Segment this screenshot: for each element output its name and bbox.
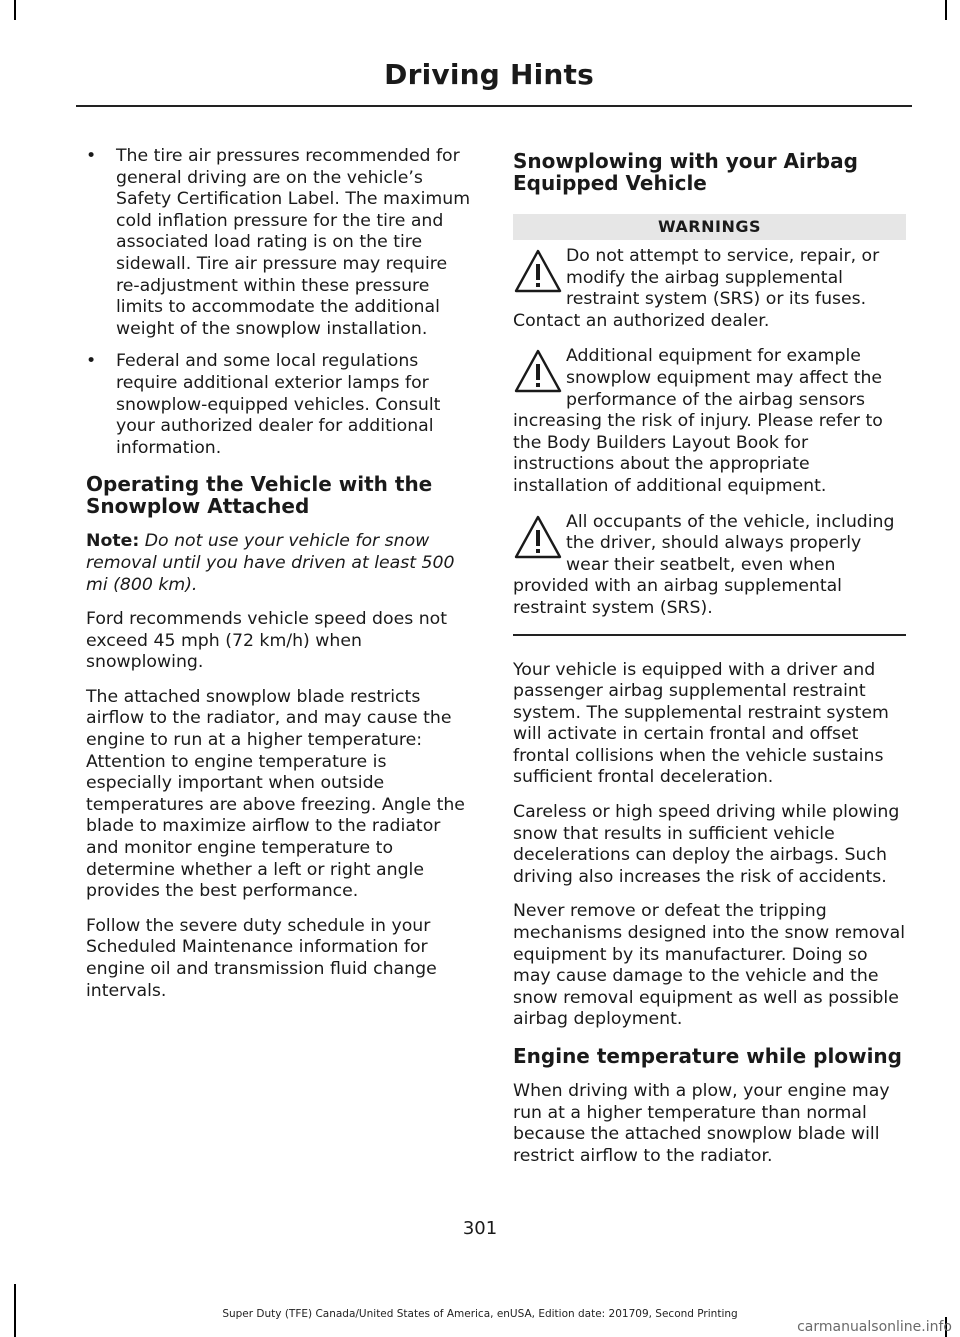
paragraph: Never remove or defeat the tripping mechanisms designed into the snow removal equipment by its manufacturer. Doing so may cause damage to the vehicle and the snow removal equipment as well as possible airbag deployment. <box>513 901 906 1030</box>
right-column <box>513 146 906 1180</box>
crop-mark-top-left <box>14 0 16 20</box>
edition-footer: Super Duty (TFE) Canada/United States of America, enUSA, Edition date: 201709, Second Printing <box>222 1308 738 1320</box>
header-divider <box>76 105 912 107</box>
note-label: Note: <box>86 531 140 552</box>
paragraph: Your vehicle is equipped with a driver and passenger airbag supplemental restraint system. The supplemental restraint system will activate in certain frontal and offset frontal collisions when the vehicle sustains sufficient frontal deceleration. <box>513 659 889 788</box>
page-title: Driving Hints <box>384 58 594 91</box>
page-number: 301 <box>462 1218 498 1239</box>
left-column <box>86 146 474 1015</box>
paragraph: Follow the severe duty schedule in your Scheduled Maintenance information for engine oil and transmission fluid change intervals. <box>86 915 437 1001</box>
warning-triangle-icon <box>513 347 563 395</box>
warning-text: Do not attempt to service, repair, or modify the airbag supplemental restraint system (SRS) or its fuses. Contact an authorized dealer. <box>513 246 880 331</box>
note <box>86 531 474 596</box>
paragraph: Careless or high speed driving while plowing snow that results in sufficient vehicle decelerations can deploy the airbags. Such driving also increases the risk of accidents. <box>513 802 900 887</box>
paragraph: The attached snowplow blade restricts airflow to the radiator, and may cause the engine to run at a higher temperature: Attention to engine temperature is especially important when outside temperatures are above freezing. Angle the blade to maximize airflow to the radiator and monitor engine temperature to determine whether a left or right angle provides the best performance. <box>86 686 465 902</box>
crop-mark-top-right <box>945 0 947 20</box>
section-heading-operating: Operating the Vehicle with the Snowplow Attached <box>86 472 433 519</box>
list-item <box>86 351 474 459</box>
paragraph: When driving with a plow, your engine may run at a higher temperature than normal because the attached snowplow blade will restrict airflow to the radiator. <box>513 1081 890 1166</box>
list-item-text: Federal and some local regulations require additional exterior lamps for snowplow-equipped vehicles. Consult your authorized dealer for additional information. <box>116 351 441 458</box>
paragraph: Ford recommends vehicle speed does not exceed 45 mph (72 km/h) when snowplowing. <box>86 609 448 673</box>
subheading-engine-temperature: Engine temperature while plowing <box>513 1044 902 1068</box>
warning-item <box>513 512 906 620</box>
warning-item <box>513 346 906 497</box>
warning-item <box>513 246 906 332</box>
bullet-marker: • <box>86 146 97 166</box>
warnings-banner: WARNINGS <box>513 214 906 240</box>
watermark: carmanualsonline.info <box>797 1319 952 1335</box>
warning-triangle-icon <box>513 247 563 295</box>
bullet-marker: • <box>86 351 97 372</box>
warning-text: All occupants of the vehicle, including the driver, should always properly wear their seatbelt, even when provided with an airbag supplemental restraint system (SRS). <box>513 511 895 618</box>
section-heading-airbag: Snowplowing with your Airbag Equipped Vehicle <box>513 149 858 195</box>
warning-text: Additional equipment for example snowplow equipment may affect the performance of the airbag sensors increasing the risk of injury. Please refer to the Body Builders Layout Book for instructions about the appropriate installation of additional equipment. <box>513 346 883 496</box>
note-text: Do not use your vehicle for snow removal until you have driven at least 500 mi (800 km). <box>86 531 455 595</box>
list-item-text: The tire air pressures recommended for general driving are on the vehicle’s Safety Certification Label. The maximum cold inflation pressure for the tire and associated load rating is on the tire sidewall. Tire air pressure may require re-adjustment within these pressure limits to accommodate the additional weight of the snowplow installation. <box>116 146 471 339</box>
warnings-end-divider <box>513 634 906 636</box>
list-item <box>86 146 474 340</box>
warning-triangle-icon <box>513 513 563 561</box>
